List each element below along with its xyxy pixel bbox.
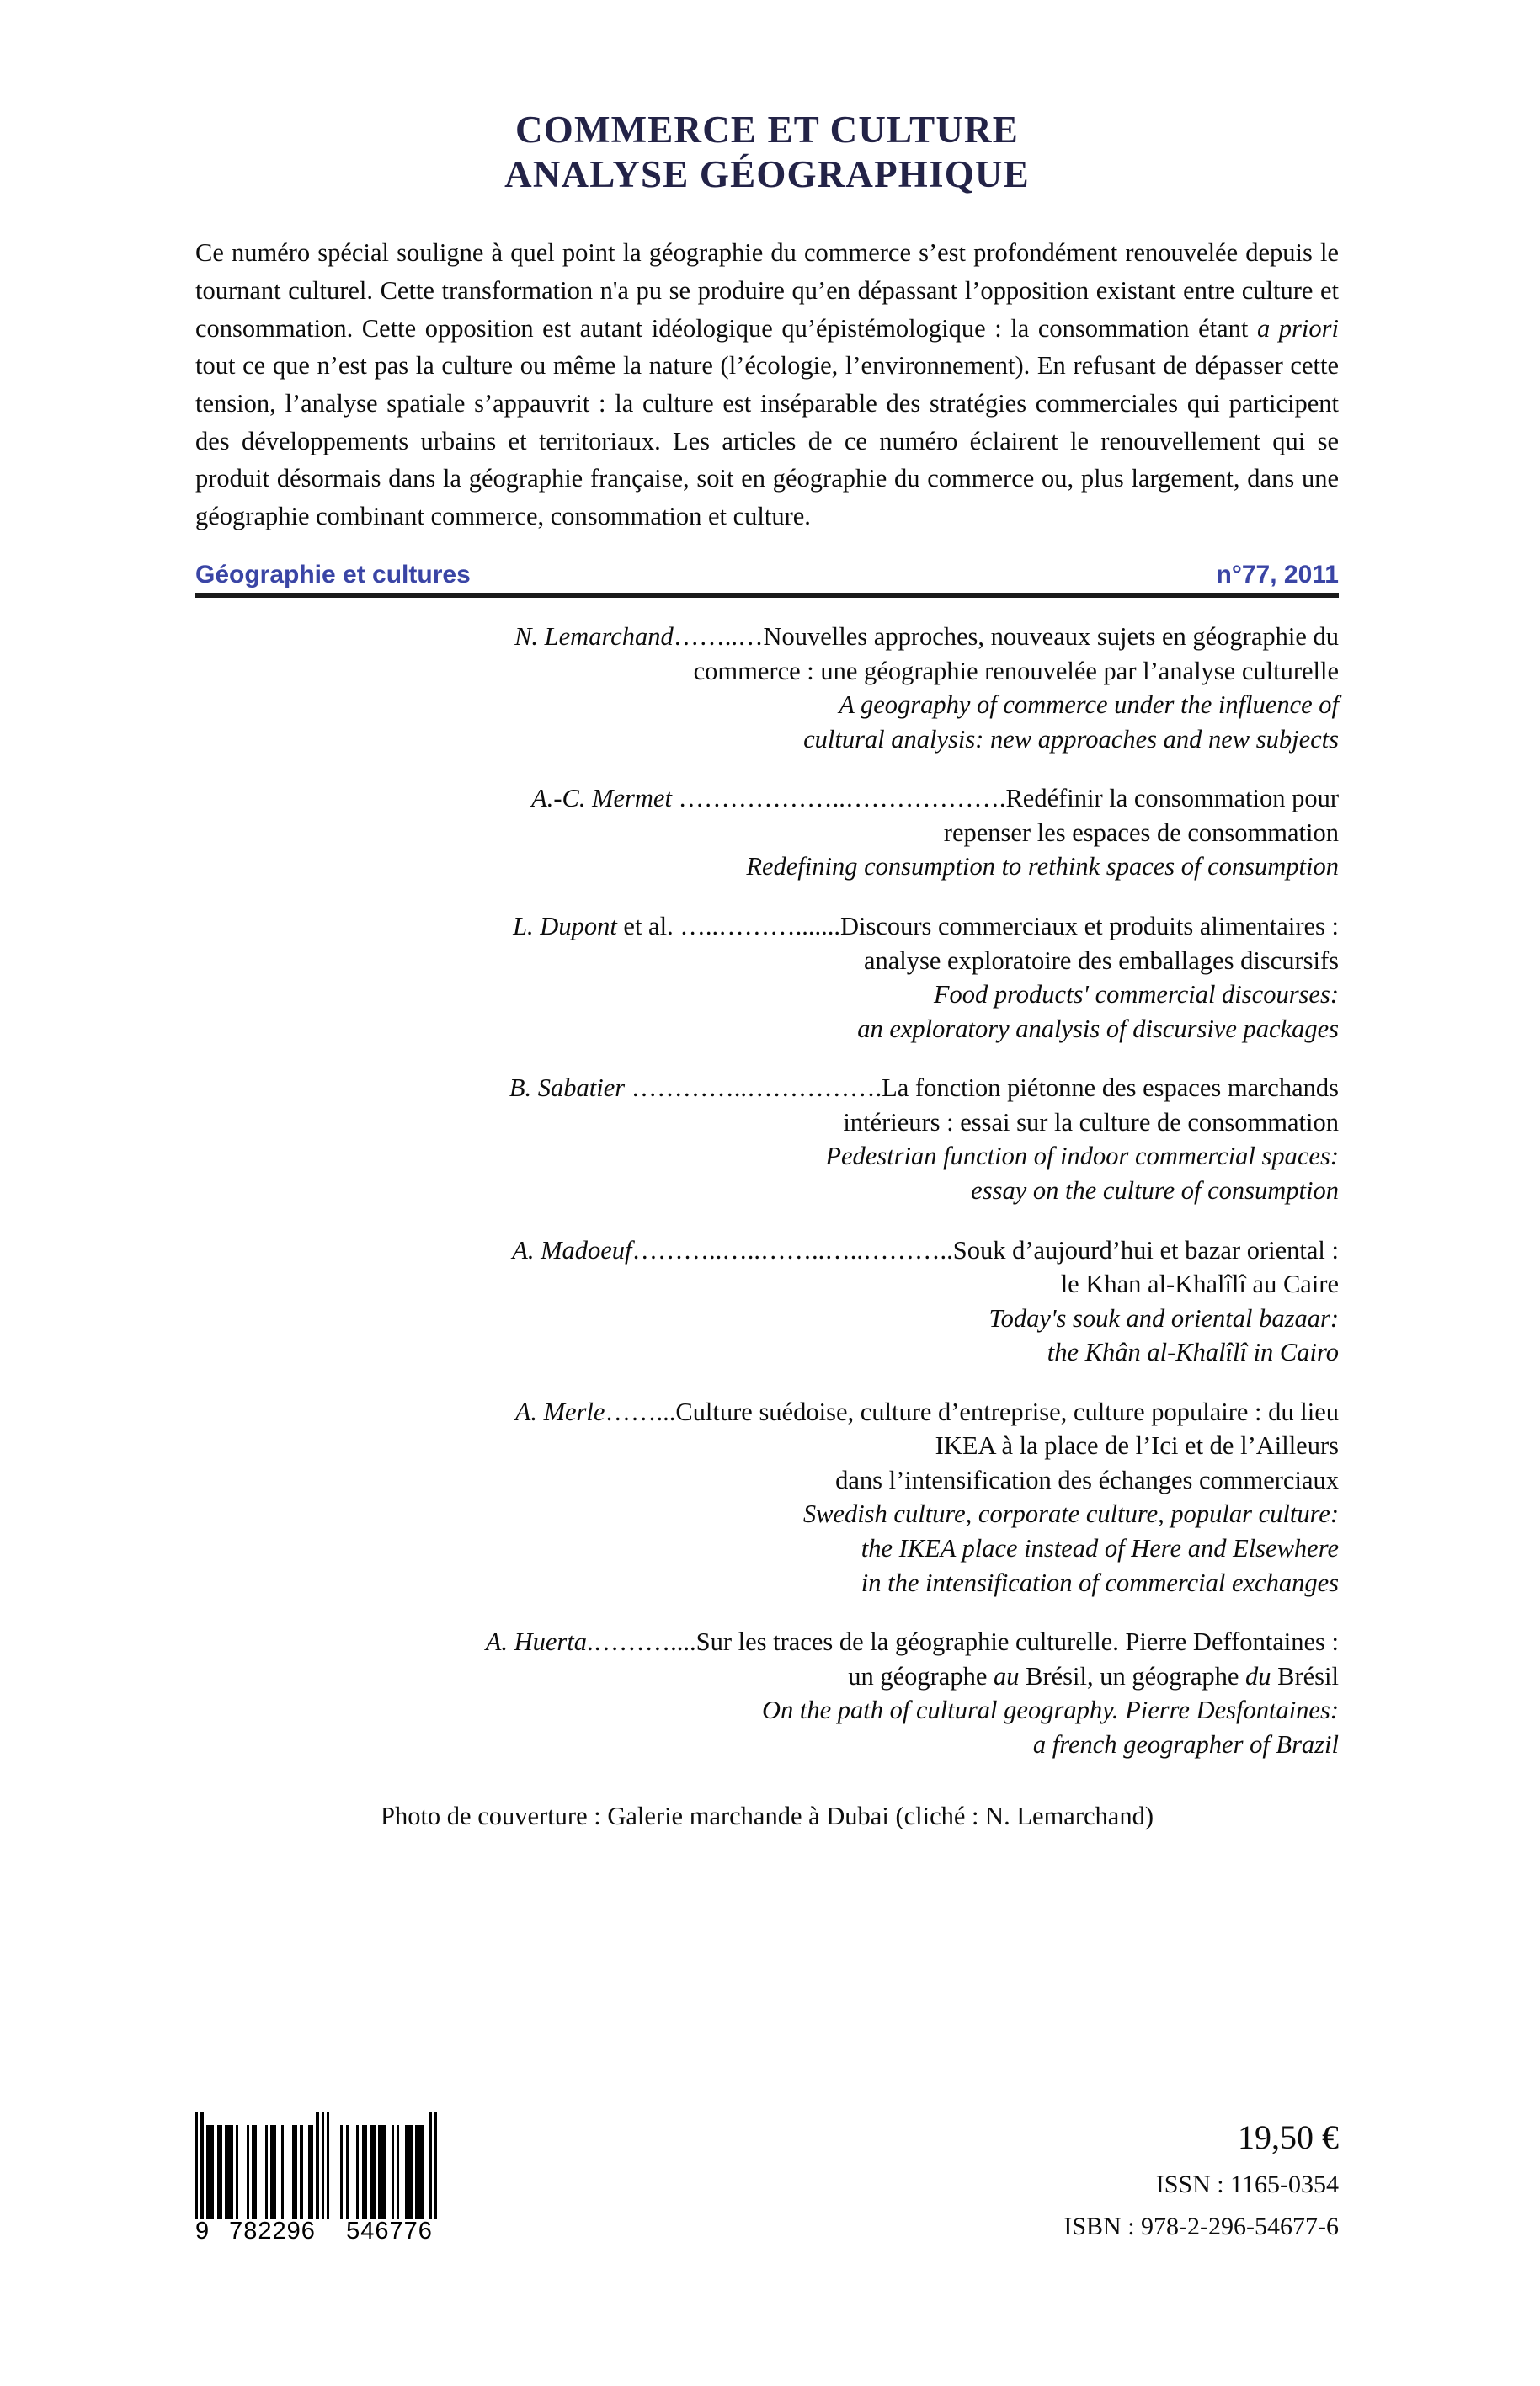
title-line-2: ANALYSE GÉOGRAPHIQUE <box>504 153 1030 196</box>
toc-entry <box>195 909 1339 1046</box>
toc-entry-first-line <box>195 1071 1339 1105</box>
toc-author: A. Merle <box>514 1397 605 1426</box>
toc-title-fr-line: Nouvelles approches, nouveaux sujets en géographie du <box>763 622 1339 652</box>
toc-entry-first-line <box>195 620 1339 654</box>
toc-title-en-line: Pedestrian function of indoor commercial spaces: <box>825 1142 1339 1171</box>
abstract-italic-term: a priori <box>1256 313 1339 343</box>
toc-title-fr-line: analyse exploratoire des emballages discursifs <box>863 945 1339 975</box>
barcode-left-digits: 782296 <box>229 2218 316 2245</box>
isbn: ISBN : 978-2-296-54677-6 <box>1063 2213 1339 2241</box>
bottom-block <box>195 2112 1339 2245</box>
toc-title-en-line: Redefining consumption to rethink spaces of consumption <box>746 852 1339 881</box>
toc-title-en-line: the IKEA place instead of Here and Elsewhere <box>861 1534 1339 1563</box>
toc-author-suffix: et al. <box>616 912 674 940</box>
toc-title-en-line: essay on the culture of consumption <box>971 1175 1339 1205</box>
toc-author: A. Huerta <box>485 1627 588 1657</box>
toc-dot-leader: ……... <box>605 1397 676 1426</box>
toc-author: A.-C. Mermet <box>531 784 672 813</box>
toc-text-run: Brésil, un géographe <box>1019 1661 1246 1691</box>
toc-dot-leader: ………………..………………. <box>671 784 1006 813</box>
barcode <box>195 2112 465 2245</box>
journal-divider <box>195 593 1339 598</box>
journal-name: Géographie et cultures <box>195 561 471 589</box>
toc-title-en-line: Food products' commercial discourses: <box>933 980 1339 1009</box>
toc-dot-leader: .……….... <box>587 1627 696 1657</box>
toc-entry <box>195 1071 1339 1207</box>
toc-title-en-line: A geography of commerce under the influence of <box>839 690 1339 720</box>
toc-title-fr-line <box>195 1659 1339 1694</box>
toc-title-fr-line: Redéfinir la consommation pour <box>1005 784 1339 813</box>
toc-text-run: Brésil <box>1271 1661 1339 1691</box>
pricing-block <box>1063 2114 1339 2245</box>
toc-title-en-line: an exploratory analysis of discursive packages <box>857 1014 1339 1043</box>
toc-title-en-line: the Khân al-Khalîlî in Cairo <box>1047 1338 1339 1367</box>
toc-author: A. Madoeuf <box>512 1235 632 1265</box>
toc-entry <box>195 1625 1339 1761</box>
cover-content <box>195 0 1339 1834</box>
toc-title-fr-line: repenser les espaces de consommation <box>943 818 1339 847</box>
toc-entry-first-line <box>195 1233 1339 1268</box>
toc-title-fr-line: commerce : une géographie renouvelée par l’analyse culturelle <box>693 656 1339 685</box>
toc-title-fr-line: le Khan al-Khalîlî au Caire <box>1060 1270 1339 1299</box>
abstract-part-1: Ce numéro spécial souligne à quel point la géographie du commerce s’est profondément renouvelée depuis le tournant culturel. Cette transformation n'a pu se produire qu’en dépassant l’opposition existant entre culture et consommation. Cette opposition est autant idéologique qu’épistémologique : la consommation étant <box>195 238 1339 343</box>
title-line-1: COMMERCE ET CULTURE <box>515 109 1019 151</box>
toc-title-en-line: in the intensification of commercial exchanges <box>861 1568 1339 1597</box>
toc-entry-first-line <box>195 909 1339 944</box>
photo-credit: Photo de couverture : Galerie marchande à Dubai (cliché : N. Lemarchand) <box>381 1802 1154 1831</box>
barcode-lead-digit: 9 <box>195 2218 210 2245</box>
barcode-bars <box>195 2112 448 2219</box>
issn: ISSN : 1165-0354 <box>1155 2170 1339 2198</box>
toc-entry <box>195 781 1339 884</box>
toc-entry-first-line <box>195 1395 1339 1430</box>
toc-emphasis: du <box>1245 1661 1271 1691</box>
toc-dot-leader: …………..……………. <box>625 1073 882 1103</box>
toc-title-en-line: Swedish culture, corporate culture, popular culture: <box>802 1499 1339 1529</box>
toc-title-fr-line: intérieurs : essai sur la culture de consommation <box>843 1107 1339 1137</box>
toc-entry <box>195 1395 1339 1600</box>
table-of-contents <box>195 620 1339 1761</box>
barcode-digits <box>195 2218 448 2245</box>
toc-entry <box>195 1233 1339 1370</box>
toc-dot-leader: ………..…..……..…..……….. <box>631 1235 953 1265</box>
page-title <box>195 108 1339 197</box>
journal-bar <box>195 561 1339 593</box>
toc-dot-leader: …..………....... <box>673 912 840 940</box>
toc-text-run: un géographe <box>848 1661 994 1691</box>
toc-title-en-line: On the path of cultural geography. Pierre Desfontaines: <box>761 1696 1339 1725</box>
toc-title-fr-line: Culture suédoise, culture d’entreprise, culture populaire : du lieu <box>675 1397 1339 1426</box>
toc-emphasis: au <box>994 1661 1020 1691</box>
toc-title-fr-line: Sur les traces de la géographie culturelle. Pierre Deffontaines : <box>695 1627 1339 1657</box>
journal-issue: n°77, 2011 <box>1216 561 1339 589</box>
abstract-part-2: tout ce que n’est pas la culture ou même la nature (l’écologie, l’environnement). En refusant de dépasser cette tension, l’analyse spatiale s’appauvrit : la culture est inséparable des stratégies commerciales qui participent des développements urbains et territoriaux. Les articles de ce numéro éclairent le renouvellement qui se produit désormais dans la géographie française, soit en géographie du commerce ou, plus largement, dans une géographie combinant commerce, consommation et culture. <box>195 351 1339 530</box>
barcode-right-digits: 546776 <box>346 2218 433 2245</box>
toc-title-fr-line: Souk d’aujourd’hui et bazar oriental : <box>952 1235 1339 1265</box>
toc-title-fr-line: La fonction piétonne des espaces marchands <box>882 1073 1339 1103</box>
toc-author: N. Lemarchand <box>514 622 674 652</box>
toc-title-fr-line: Discours commerciaux et produits alimentaires : <box>839 912 1339 940</box>
toc-entry-first-line <box>195 1625 1339 1659</box>
toc-title-en-line: Today's souk and oriental bazaar: <box>988 1303 1339 1333</box>
toc-entry-first-line <box>195 781 1339 816</box>
price: 19,50 € <box>1238 2118 1339 2157</box>
abstract-paragraph <box>195 234 1339 535</box>
toc-title-en-line: a french geographer of Brazil <box>1032 1729 1339 1759</box>
toc-dot-leader: ……..… <box>673 622 764 652</box>
toc-author: B. Sabatier <box>509 1073 626 1103</box>
toc-title-en-line: cultural analysis: new approaches and new subjects <box>803 724 1339 754</box>
toc-title-fr-line: IKEA à la place de l’Ici et de l’Ailleurs <box>935 1431 1339 1461</box>
toc-entry <box>195 620 1339 756</box>
toc-title-fr-line: dans l’intensification des échanges commerciaux <box>835 1465 1339 1494</box>
toc-author: L. Dupont <box>513 912 617 940</box>
